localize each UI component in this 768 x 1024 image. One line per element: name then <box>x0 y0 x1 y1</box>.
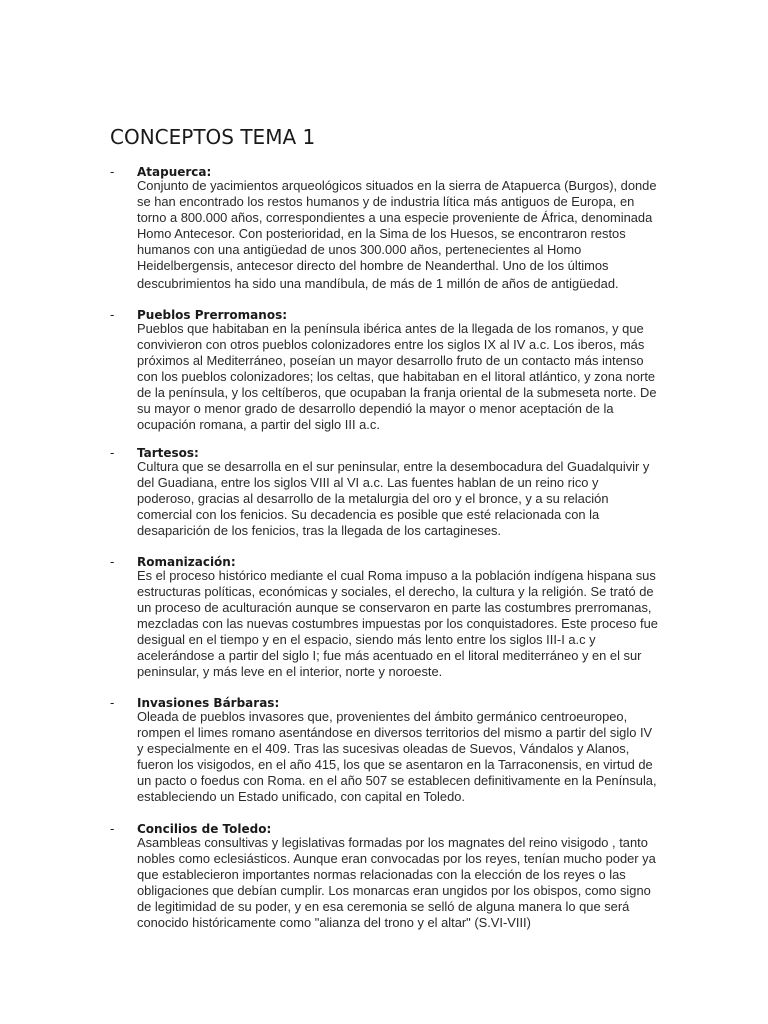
definition-line: de legitimidad de su poder, y en esa ceremonia se selló de alguna manera lo que será <box>137 899 630 914</box>
definition-line: Cultura que se desarrolla en el sur peninsular, entre la desembocadura del Guadalquivir y <box>137 459 650 474</box>
definition-line: Conjunto de yacimientos arqueológicos situados en la sierra de Atapuerca (Burgos), donde <box>137 178 657 193</box>
concept-term: Romanización: <box>137 555 236 569</box>
concept-term: Invasiones Bárbaras: <box>137 696 280 710</box>
definition-line: acelerándose a partir del siglo I; fue más acentuado en el litoral mediterráneo y en el sur <box>137 648 642 663</box>
bullet-dash: - <box>110 307 115 322</box>
definition-line: estructuras políticas, económicas y sociales, el derecho, la cultura y la religión. Se trató de <box>137 584 654 599</box>
definition-line: peninsular, y más leve en el interior, norte y noroeste. <box>137 664 443 679</box>
definition-line: mezcladas con las nuevas costumbres impuestas por los conquistadores. Este proceso fue <box>137 616 658 631</box>
concept-definition <box>137 835 669 931</box>
definition-line: comercial con los fenicios. Su decadencia es posible que esté relacionada con la <box>137 507 600 522</box>
bullet-dash: - <box>110 695 115 710</box>
definition-line: su mayor o menor grado de desarrollo dependió la mayor o menor aceptación de la <box>137 401 614 416</box>
concept-definition <box>137 321 669 433</box>
definition-line: con los pueblos colonizadores; los celtas, que habitaban en el litoral atlántico, y zona norte <box>137 369 656 384</box>
definition-line: que establecieron importantes normas relacionadas con la elección de los reyes o las <box>137 867 626 882</box>
definition-line: próximos al Mediterráneo, poseían un mayor desarrollo fruto de un contacto más intenso <box>137 353 644 368</box>
definition-line: conocido históricamente como "alianza del trono y el altar" (S.VI-VIII) <box>137 915 531 930</box>
definition-line: Es el proceso histórico mediante el cual Roma impuso a la población indígena hispana sus <box>137 568 656 583</box>
definition-line: de la península, y los celtíberos, que ocupaban la franja oriental de la submeseta norte. De <box>137 385 657 400</box>
definition-line: torno a 800.000 años, correspondientes a una especie proveniente de África, denominada <box>137 210 653 225</box>
definition-line: humanos con una antigüedad de unos 300.000 años, pertenecientes al Homo <box>137 242 582 257</box>
definition-line: y especialmente en el 409. Tras las sucesivas oleadas de Suevos, Vándalos y Alanos, <box>137 741 630 756</box>
definition-line: obligaciones que debían cumplir. Los monarcas eran ungidos por los obispos, como signo <box>137 883 651 898</box>
definition-line: convivieron con otros pueblos colonizadores entre los siglos IX al IV a.c. Los iberos, más <box>137 337 645 352</box>
concept-definition <box>137 459 669 539</box>
definition-line: Oleada de pueblos invasores que, provenientes del ámbito germánico centroeuropeo, <box>137 709 628 724</box>
page-title: CONCEPTOS TEMA 1 <box>110 125 316 149</box>
definition-line: del Guadiana, entre los siglos VIII al VI a.c. Las fuentes hablan de un reino rico y <box>137 475 599 490</box>
bullet-dash: - <box>110 164 115 179</box>
definition-line: desigual en el tiempo y en el espacio, siendo más lento entre los siglos III-I a.c y <box>137 632 596 647</box>
definition-line: nobles como eclesiásticos. Aunque eran convocadas por los reyes, tenían mucho poder ya <box>137 851 656 866</box>
bullet-dash: - <box>110 554 115 569</box>
bullet-dash: - <box>110 821 115 836</box>
concept-term: Atapuerca: <box>137 165 212 179</box>
concept-definition <box>137 178 669 292</box>
definition-line: Homo Antecesor. Con posterioridad, en la Sima de los Huesos, se encontraron restos <box>137 226 626 241</box>
bullet-dash: - <box>110 445 115 460</box>
definition-line: Pueblos que habitaban en la península ibérica antes de la llegada de los romanos, y que <box>137 321 644 336</box>
definition-line: descubrimientos ha sido una mandíbula, de más de 1 millón de años de antigüedad. <box>137 276 619 291</box>
concept-definition <box>137 709 669 805</box>
definition-line: Heidelbergensis, antecesor directo del hombre de Neanderthal. Uno de los últimos <box>137 258 609 273</box>
definition-line: poderoso, gracias al desarrollo de la metalurgia del oro y el bronce, y a su relación <box>137 491 609 506</box>
concept-definition <box>137 568 669 680</box>
definition-line: rompen el limes romano asentándose en diversos territorios del mismo a partir del siglo IV <box>137 725 653 740</box>
definition-line: ocupación romana, a partir del siglo III a.c. <box>137 417 380 432</box>
definition-line: estableciendo un Estado unificado, con capital en Toledo. <box>137 789 465 804</box>
definition-line: Asambleas consultivas y legislativas formadas por los magnates del reino visigodo , tanto <box>137 835 648 850</box>
concept-term: Tartesos: <box>137 446 199 460</box>
definition-line: un proceso de aculturación aunque se conservaron en parte las costumbres prerromanas, <box>137 600 652 615</box>
concept-term: Pueblos Prerromanos: <box>137 308 288 322</box>
definition-line: fueron los visigodos, en el año 415, los que se asentaron en la Tarraconensis, en virtud de <box>137 757 653 772</box>
definition-line: se han encontrado los restos humanos y de industria lítica más antiguos de Europa, en <box>137 194 635 209</box>
definition-line: un pacto o foedus con Roma. en el año 507 se establecen definitivamente en la Península, <box>137 773 657 788</box>
definition-line: desaparición de los fenicios, tras la llegada de los cartagineses. <box>137 523 502 538</box>
concept-term: Concilios de Toledo: <box>137 822 272 836</box>
